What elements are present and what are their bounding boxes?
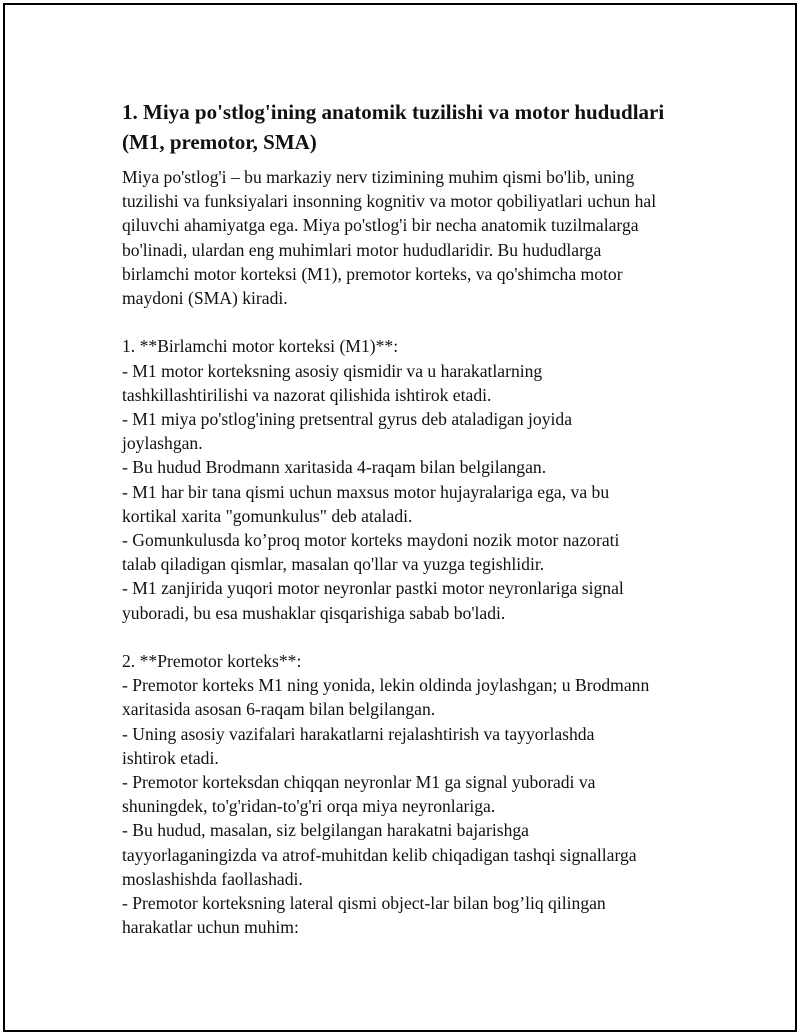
paragraph-gap <box>122 625 702 649</box>
document-body <box>122 97 702 939</box>
page-frame <box>3 3 797 1032</box>
section-m1: 1. **Birlamchi motor korteksi (M1)**: - M1 motor korteksning asosiy qismidir va u harakatlarning tashkillashtirilishi va nazorat qilishida ishtirok etadi. - M1 miya po'stlog'ining pretsentral gyrus deb ataladigan joyida joylashgan. - Bu hudud Brodmann xaritasida 4-raqam bilan belgilangan. - M1 har bir tana qismi uchun maxsus motor hujayralariga ega, va bu kortikal xarita "gomunkulus" deb ataladi. - Gomunkulusda ko’proq motor korteks maydoni nozik motor nazorati talab qiladigan qismlar, masalan qo'llar va yuzga tegishlidir. - M1 zanjirida yuqori motor neyronlar pastki motor neyronlariga signal yuboradi, bu esa mushaklar qisqarishiga sabab bo'ladi. <box>122 336 624 623</box>
section-premotor: 2. **Premotor korteks**: - Premotor korteks M1 ning yonida, lekin oldinda joylashgan; u Brodmann xaritasida asosan 6-raqam bilan belgilangan. - Uning asosiy vazifalari harakatlarni rejalashtirish va tayyorlashda ishtirok etadi. - Premotor korteksdan chiqqan neyronlar M1 ga signal yuboradi va shuningdek, to'g'ridan-to'g'ri orqa miya neyronlariga. - Bu hudud, masalan, siz belgilangan harakatni bajarishga tayyorlaganingizda va atrof-muhitdan kelib chiqadigan tashqi signallarga moslashishda faollashadi. - Premotor korteksning lateral qismi object-lar bilan bog’liq qilingan harakatlar uchun muhim: <box>122 651 650 938</box>
intro-paragraph: Miya po'stlog'i – bu markaziy nerv tizimining muhim qismi bo'lib, uning tuzilishi va funksiyalari insonning kognitiv va motor qobiliyatlari uchun hal qiluvchi ahamiyatga ega. Miya po'stlog'i bir necha anatomik tuzilmalarga bo'linadi, ulardan eng muhimlari motor hududlaridir. Bu hududlarga birlamchi motor korteksi (M1), premotor korteks, va qo'shimcha motor maydoni (SMA) kiradi. <box>122 167 657 309</box>
paragraph-gap <box>122 310 702 334</box>
page-title: 1. Miya po'stlog'ining anatomik tuzilishi va motor hududlari (M1, premotor, SMA) <box>122 100 665 154</box>
